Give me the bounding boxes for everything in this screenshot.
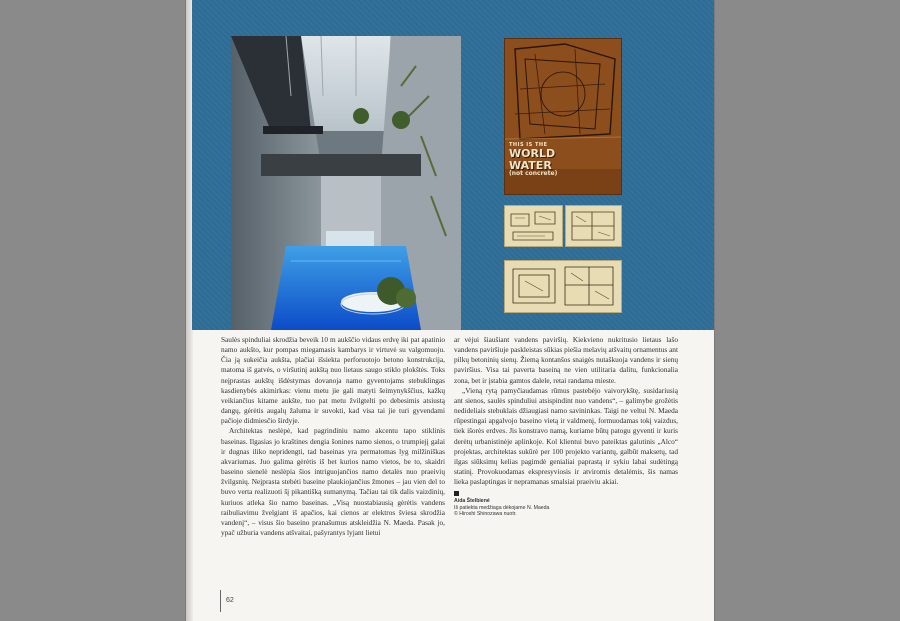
sketch-drawing-3 (504, 260, 622, 313)
pool-photo-illustration (231, 36, 461, 330)
paragraph: „Vieną rytą pamyčiaudamas rūmus pastebėjo vaivorykštę, susidariusią ant sienos, saulės spinduliui atsispindint nuo vandens“, – galimybe grožėtis nedideliais stebuklais džiaugiasi namo savininkas. Taigi ne veltui N. Maeda rūpestingai apgalvojo baseino vietą ir valdmenį, formuodamas tokį vaizdus, tiek išorės erdves. Jis konstravo namą, kuriame būtų patogu gyventi ir kuris derėtų urbanistinėje aplinkoje. Kol klientui buvo pateiktas galutinis „Alco“ projektas, architektas sukūrė per 100 projekto variantų, galbūt maksetų, tad ilgas siūksimų kelias pagimdė genialiai paprastą ir sykiu labai sudėtingą statinį. Provokuodamas ekspresyviosis ir atviromis detalėmis, šis namas lieka paslaptingas ir nepramanas smalsiai praeiviu akiai. (454, 385, 678, 487)
paragraph: ar vėjui šiaušiant vandens paviršių. Kiekvieno nukritusio lietaus lašo vandens paviršiuje paskleistas sūkias piešia melavių atšvaitų ornamentus ant pilkų betoninių sienų. Žiemą kontanšos snaigės nutaškuoja vandens ir sienų paviršius. Visa tai paverta baseiną ne vien utilitaria dalitu, funkcionalia zona, bet ir įstabia gamtos dalele, retai randama mieste. (454, 335, 678, 385)
pool-photo (231, 36, 461, 330)
credit-thanks: Iš patiekta medžiaga dėkojame N. Maeda (454, 504, 550, 511)
sketch-drawing-1 (504, 205, 563, 247)
poster-title-line2: WATER (509, 158, 552, 172)
author-name: Aida Štelbienė (454, 498, 490, 505)
exhibition-poster (504, 38, 622, 195)
page-number-rule (220, 590, 221, 612)
article-credits (454, 498, 678, 517)
paragraph: Architektas neslėpė, kad pagrindiniu namo akcentu tapo stiklinis baseinas. Ilgasias jo kraštines dengia šonines namo sienos, o trumpiejį galai ir dugnas iliko nepridengti, tad baseinas yra permatomas lyg milžiniškas akvariumas. Juo galima gėrėtis iš bet kurios namo vietos, be to, skaidri baseino sienelė neslėpia šios intriguojančios namo detalės nuo praeivių žvilgsnių. Neįprasta stebėti baseine plaukiojančius žmones – jau vien del to buvo verta realizuoti šį pikantišką sumanymą. Tačiau tai tik dalis vaizdinių, kuriuos atleka šio namo baseinas. „Visą nuostabiausią gėrėtis vandens raibuliavimu žvelgiant iš apačios, kai cienos ar elektros šviesa skrodžia vandenį“, – visus šio baseino pranašumus atskleidžia N. Maeda. Pasak jo, ypač užburia vandens atšvaitai, pašyrantys lyjant lietui (221, 426, 445, 537)
text-column-left (221, 335, 445, 538)
photo-credit: © Hiroshi Shinozawa nuotr. (454, 510, 517, 517)
magazine-page (186, 0, 714, 621)
paragraph: Saulės spinduliai skrodžia beveik 10 m aukščio vidaus erdvę iki pat apatinio namo aukšto, kur pompas miegamasis kambarys ir virtuvė su valgomuoju. Čia ją sukeičia aukšta, plačiai išsiekta perforuotojo betono konstrukcija, matoma iš gatvės, o viršutinį aukštą nuo lietaus saugo stiklo plokštės. Toks neįprastas aukštų išdėstymas dovanoja namo gyventojams stebuklingas kasdienybės akimirkas: vienu metu jie gali matyti šeimynykščius, kažkų veikiančius kitame aukšte, tuo pat metu žvilgtelti po debesimis atsiustą dangų, gėrėtis augalų žaluma ir suvokti, kad visa tai jie turi gyvendami pačioje didmiesčio širdyje. (221, 335, 445, 426)
poster-title-block (509, 143, 617, 178)
poster-title-line1: WORLD (509, 147, 556, 161)
poster-subtitle: (not concrete) (509, 170, 558, 178)
sketch-drawing-2 (565, 205, 622, 247)
end-marker (454, 491, 459, 496)
text-column-right (454, 335, 678, 517)
poster-pre-title: THIS IS THE (509, 142, 548, 148)
page-number: 62 (226, 597, 234, 604)
